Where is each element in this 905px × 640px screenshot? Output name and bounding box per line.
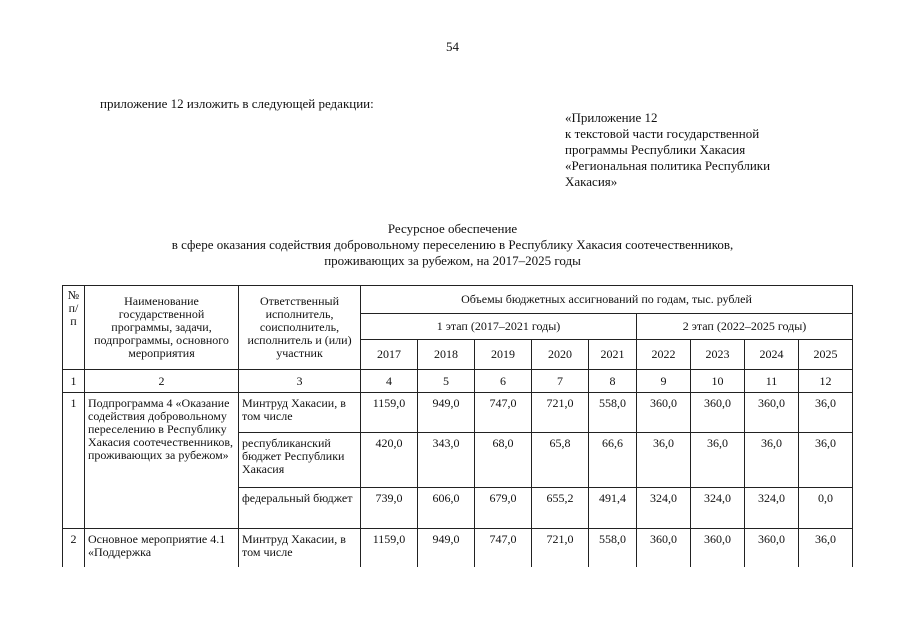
value-cell: 360,0 (745, 529, 799, 567)
activity-name: Основное мероприятие 4.1 «Поддержка (85, 529, 239, 567)
year-cell: 2017 (361, 340, 418, 370)
year-cell: 2022 (637, 340, 691, 370)
value-cell: 360,0 (691, 529, 745, 567)
value-cell: 36,0 (637, 433, 691, 488)
column-number: 8 (589, 370, 637, 393)
appendix-line: Хакасия» (565, 174, 618, 189)
value-cell: 36,0 (745, 433, 799, 488)
responsible-cell: Минтруд Хакасии, в том числе (239, 393, 361, 433)
header-stage2: 2 этап (2022–2025 годы) (637, 314, 853, 340)
appendix-line: «Приложение 12 (565, 110, 658, 125)
responsible-cell: федеральный бюджет (239, 488, 361, 529)
value-cell: 739,0 (361, 488, 418, 529)
value-cell: 679,0 (475, 488, 532, 529)
value-cell: 558,0 (589, 529, 637, 567)
year-cell: 2023 (691, 340, 745, 370)
row-number: 2 (63, 529, 85, 567)
header-stage1: 1 этап (2017–2021 годы) (361, 314, 637, 340)
value-cell: 1159,0 (361, 393, 418, 433)
value-cell: 36,0 (799, 393, 853, 433)
value-cell: 68,0 (475, 433, 532, 488)
column-number: 11 (745, 370, 799, 393)
column-number: 1 (63, 370, 85, 393)
title-line: проживающих за рубежом, на 2017–2025 годы (324, 253, 581, 268)
value-cell: 324,0 (745, 488, 799, 529)
value-cell: 491,4 (589, 488, 637, 529)
value-cell: 949,0 (418, 393, 475, 433)
appendix-header (565, 110, 770, 190)
value-cell: 324,0 (691, 488, 745, 529)
header-responsible: Ответственный исполнитель, соисполнитель, исполнитель и (или) участник (239, 286, 361, 370)
value-cell: 420,0 (361, 433, 418, 488)
column-number: 5 (418, 370, 475, 393)
value-cell: 655,2 (532, 488, 589, 529)
year-cell: 2020 (532, 340, 589, 370)
value-cell: 0,0 (799, 488, 853, 529)
value-cell: 949,0 (418, 529, 475, 567)
column-number: 12 (799, 370, 853, 393)
column-number: 6 (475, 370, 532, 393)
value-cell: 747,0 (475, 529, 532, 567)
column-number: 9 (637, 370, 691, 393)
header-volumes: Объемы бюджетных ассигнований по годам, тыс. рублей (361, 286, 853, 314)
value-cell: 721,0 (532, 529, 589, 567)
value-cell: 343,0 (418, 433, 475, 488)
year-cell: 2019 (475, 340, 532, 370)
year-cell: 2024 (745, 340, 799, 370)
column-number: 4 (361, 370, 418, 393)
value-cell: 1159,0 (361, 529, 418, 567)
value-cell: 66,6 (589, 433, 637, 488)
column-number-row (63, 370, 853, 393)
value-cell: 360,0 (637, 393, 691, 433)
table-row (63, 529, 853, 567)
page-number: 54 (446, 39, 459, 54)
responsible-cell: республиканский бюджет Республики Хакасия (239, 433, 361, 488)
value-cell: 721,0 (532, 393, 589, 433)
title-line: в сфере оказания содействия добровольному переселению в Республику Хакасия соотечественников, (171, 237, 734, 252)
value-cell: 747,0 (475, 393, 532, 433)
value-cell: 360,0 (637, 529, 691, 567)
appendix-line: программы Республики Хакасия (565, 142, 746, 157)
value-cell: 606,0 (418, 488, 475, 529)
header-num: № п/п (63, 286, 85, 370)
title-line: Ресурсное обеспечение (387, 221, 518, 236)
value-cell: 360,0 (691, 393, 745, 433)
appendix-line: к текстовой части государственной (565, 126, 760, 141)
document-title (0, 221, 905, 269)
value-cell: 36,0 (799, 529, 853, 567)
column-number: 3 (239, 370, 361, 393)
table-row (63, 393, 853, 433)
value-cell: 36,0 (691, 433, 745, 488)
value-cell: 324,0 (637, 488, 691, 529)
value-cell: 360,0 (745, 393, 799, 433)
appendix-line: «Региональная политика Республики (565, 158, 771, 173)
column-number: 2 (85, 370, 239, 393)
value-cell: 558,0 (589, 393, 637, 433)
year-cell: 2021 (589, 340, 637, 370)
header-row (63, 286, 853, 314)
year-cell: 2025 (799, 340, 853, 370)
header-name: Наименование государственной программы, задачи, подпрограммы, основного мероприятия (85, 286, 239, 370)
subprogram-name: Подпрограмма 4 «Оказание содействия добровольному переселению в Республику Хакасия соотечественников, проживающих за рубежом» (85, 393, 239, 529)
year-cell: 2018 (418, 340, 475, 370)
responsible-cell: Минтруд Хакасии, в том числе (239, 529, 361, 567)
column-number: 7 (532, 370, 589, 393)
column-number: 10 (691, 370, 745, 393)
value-cell: 36,0 (799, 433, 853, 488)
row-number: 1 (63, 393, 85, 529)
intro-text: приложение 12 изложить в следующей редакции: (100, 96, 374, 111)
value-cell: 65,8 (532, 433, 589, 488)
resource-table (62, 285, 853, 567)
